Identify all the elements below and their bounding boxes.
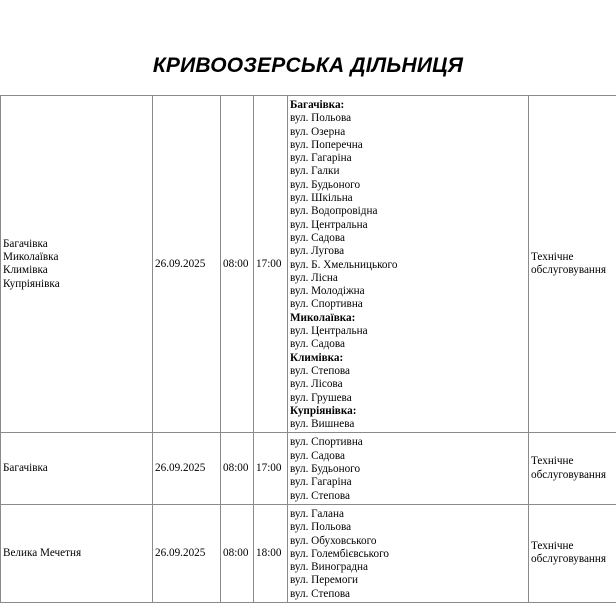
work-type-text: обслуговування xyxy=(531,553,607,566)
street-name: вул. Озерна xyxy=(290,125,346,138)
street-name: вул. Лісова xyxy=(290,378,343,391)
street-name: вул. Степова xyxy=(290,587,351,600)
village-group-heading: Багачівка: xyxy=(290,99,345,111)
street-name: вул. Обуховського xyxy=(290,534,377,547)
villages-cell xyxy=(1,96,153,433)
village-name: Климівка xyxy=(3,264,48,277)
street-name: вул. Будьоного xyxy=(290,178,361,191)
street-name: вул. Лугова xyxy=(290,245,345,258)
street-name: вул. Лісна xyxy=(290,271,338,284)
work-type-text: обслуговування xyxy=(531,468,607,481)
table-row xyxy=(1,96,616,433)
village-name: Купріянівка xyxy=(3,277,60,290)
village-name: Багачівка xyxy=(3,462,48,475)
outage-schedule-table xyxy=(0,95,616,603)
start-time-cell: 08:00 xyxy=(221,504,254,602)
street-name: вул. Садова xyxy=(290,231,345,244)
table-body xyxy=(1,96,616,603)
street-name: вул. Польова xyxy=(290,521,352,534)
street-name: вул. Поперечна xyxy=(290,138,363,151)
street-name: вул. Б. Хмельницького xyxy=(290,258,398,271)
village-name: Велика Мечетня xyxy=(3,546,82,559)
street-name: вул. Будьоного xyxy=(290,463,361,476)
street-name: вул. Водопровідна xyxy=(290,205,378,218)
village-group-heading: Купріянівка: xyxy=(290,404,357,417)
end-time-cell: 18:00 xyxy=(254,504,288,602)
work-type-cell xyxy=(529,96,616,433)
street-name: вул. Степова xyxy=(290,489,351,502)
street-name: вул. Голембієвського xyxy=(290,547,389,560)
street-name: вул. Гагаріна xyxy=(290,476,352,489)
street-name: вул. Садова xyxy=(290,449,345,462)
street-name: вул. Спортивна xyxy=(290,298,363,311)
street-name: вул. Перемоги xyxy=(290,574,359,587)
page-title: КРИВООЗЕРСЬКА ДІЛЬНИЦЯ xyxy=(152,54,464,77)
date-cell: 26.09.2025 xyxy=(153,96,221,433)
street-name: вул. Шкільна xyxy=(290,192,353,205)
end-time-cell: 17:00 xyxy=(254,433,288,504)
work-type-text: обслуговування xyxy=(531,264,607,277)
villages-cell xyxy=(1,504,153,602)
start-time-cell: 08:00 xyxy=(221,96,254,433)
street-name: вул. Вишнева xyxy=(290,418,355,431)
street-name: вул. Спортивна xyxy=(290,436,363,449)
street-name: вул. Виноградна xyxy=(290,561,369,574)
village-group-heading: Миколаївка: xyxy=(290,311,356,324)
work-type-text: Технічне xyxy=(531,250,574,263)
end-time-cell: 17:00 xyxy=(254,96,288,433)
streets-cell xyxy=(288,433,529,504)
street-name: вул. Степова xyxy=(290,364,351,377)
table-row xyxy=(1,433,616,504)
streets-cell xyxy=(288,504,529,602)
start-time-cell: 08:00 xyxy=(221,433,254,504)
table-row xyxy=(1,504,616,602)
street-name: вул. Грушева xyxy=(290,391,352,404)
work-type-cell xyxy=(529,504,616,602)
street-name: вул. Галана xyxy=(290,507,344,520)
street-name: вул. Центральна xyxy=(290,325,368,338)
street-name: вул. Гагаріна xyxy=(290,152,352,165)
date-cell: 26.09.2025 xyxy=(153,504,221,602)
village-group-heading: Климівка: xyxy=(290,351,344,364)
street-name: вул. Польова xyxy=(290,112,352,125)
work-type-text: Технічне xyxy=(531,540,574,553)
date-cell: 26.09.2025 xyxy=(153,433,221,504)
streets-cell xyxy=(288,96,529,433)
work-type-text: Технічне xyxy=(531,455,574,468)
street-name: вул. Садова xyxy=(290,338,345,351)
village-name: Миколаївка xyxy=(3,250,59,263)
work-type-cell xyxy=(529,433,616,504)
street-name: вул. Галки xyxy=(290,165,340,178)
villages-cell xyxy=(1,433,153,504)
street-name: вул. Молодіжна xyxy=(290,285,365,298)
village-name: Багачівка xyxy=(3,237,48,250)
street-name: вул. Центральна xyxy=(290,218,368,231)
